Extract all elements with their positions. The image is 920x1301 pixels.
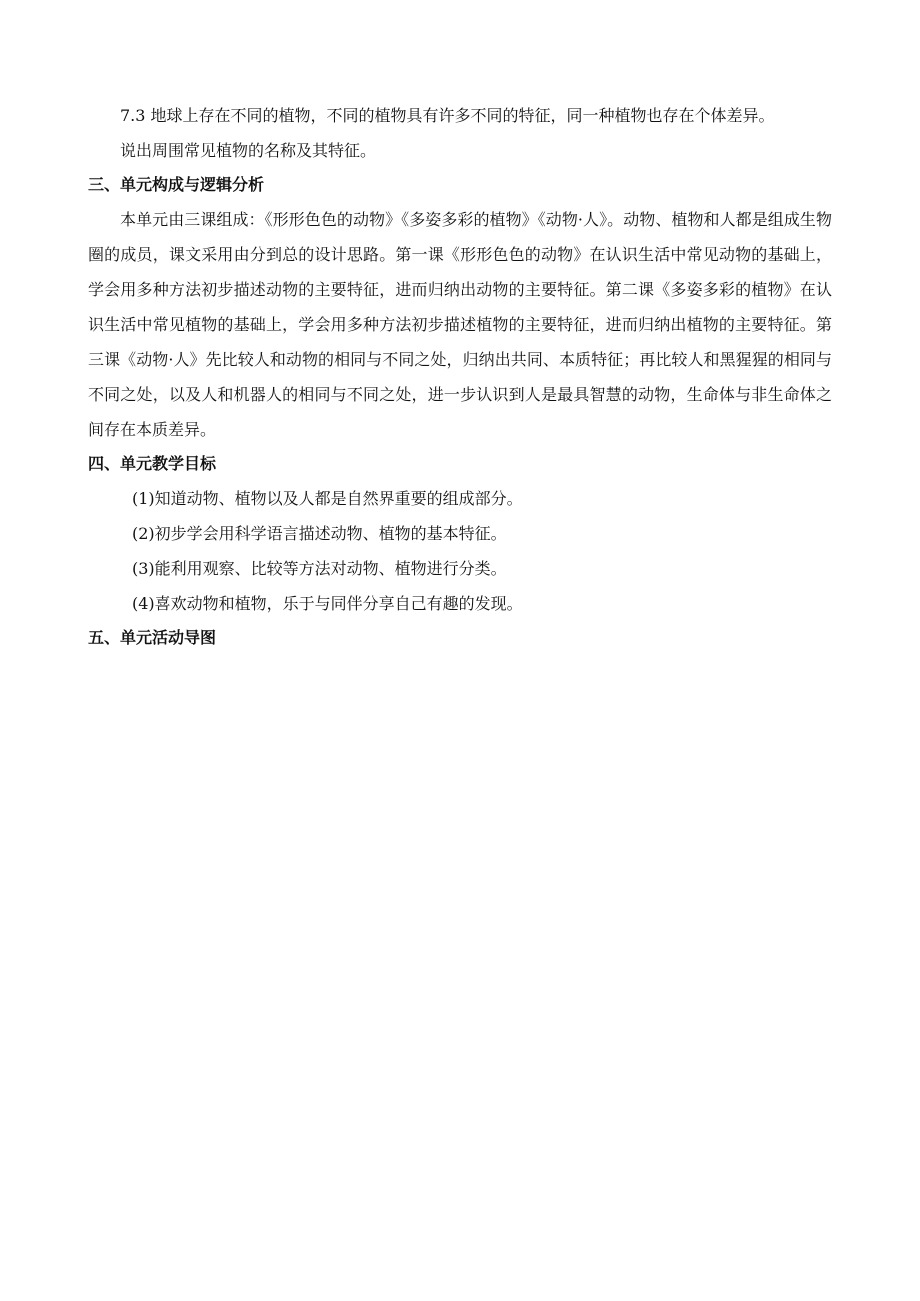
teaching-goal-4: (4)喜欢动物和植物，乐于与同伴分享自己有趣的发现。: [132, 594, 523, 613]
teaching-goal-1: (1)知道动物、植物以及人都是自然界重要的组成部分。: [132, 489, 523, 508]
teaching-goal-3: (3)能利用观察、比较等方法对动物、植物进行分类。: [132, 559, 507, 578]
standard-code-line: 7.3 地球上存在不同的植物，不同的植物具有许多不同的特征，同一种植物也存在个体差异。: [120, 106, 775, 125]
section-heading-activity-map: 五、单元活动导图: [88, 628, 217, 647]
section-heading-unit-structure: 三、单元构成与逻辑分析: [88, 175, 265, 194]
document-content: [88, 98, 832, 655]
standard-requirement: 说出周围常见植物的名称及其特征。: [120, 141, 377, 160]
section-heading-teaching-goals: 四、单元教学目标: [88, 454, 217, 473]
unit-structure-paragraph: 本单元由三课组成：《形形色色的动物》《多姿多彩的植物》《动物·人》。动物、植物和人都是组成生物圈的成员，课文采用由分到总的设计思路。第一课《形形色色的动物》在认识生活中常见动物的基础上，学会用多种方法初步描述动物的主要特征，进而归纳出动物的主要特征。第二课《多姿多彩的植物》在认识生活中常见植物的基础上，学会用多种方法初步描述植物的主要特征，进而归纳出植物的主要特征。第三课《动物·人》先比较人和动物的相同与不同之处，归纳出共同、本质特征；再比较人和黑猩猩的相同与不同之处，以及人和机器人的相同与不同之处，进一步认识到人是最具智慧的动物，生命体与非生命体之间存在本质差异。: [88, 210, 832, 439]
teaching-goal-2: (2)初步学会用科学语言描述动物、植物的基本特征。: [132, 524, 507, 543]
